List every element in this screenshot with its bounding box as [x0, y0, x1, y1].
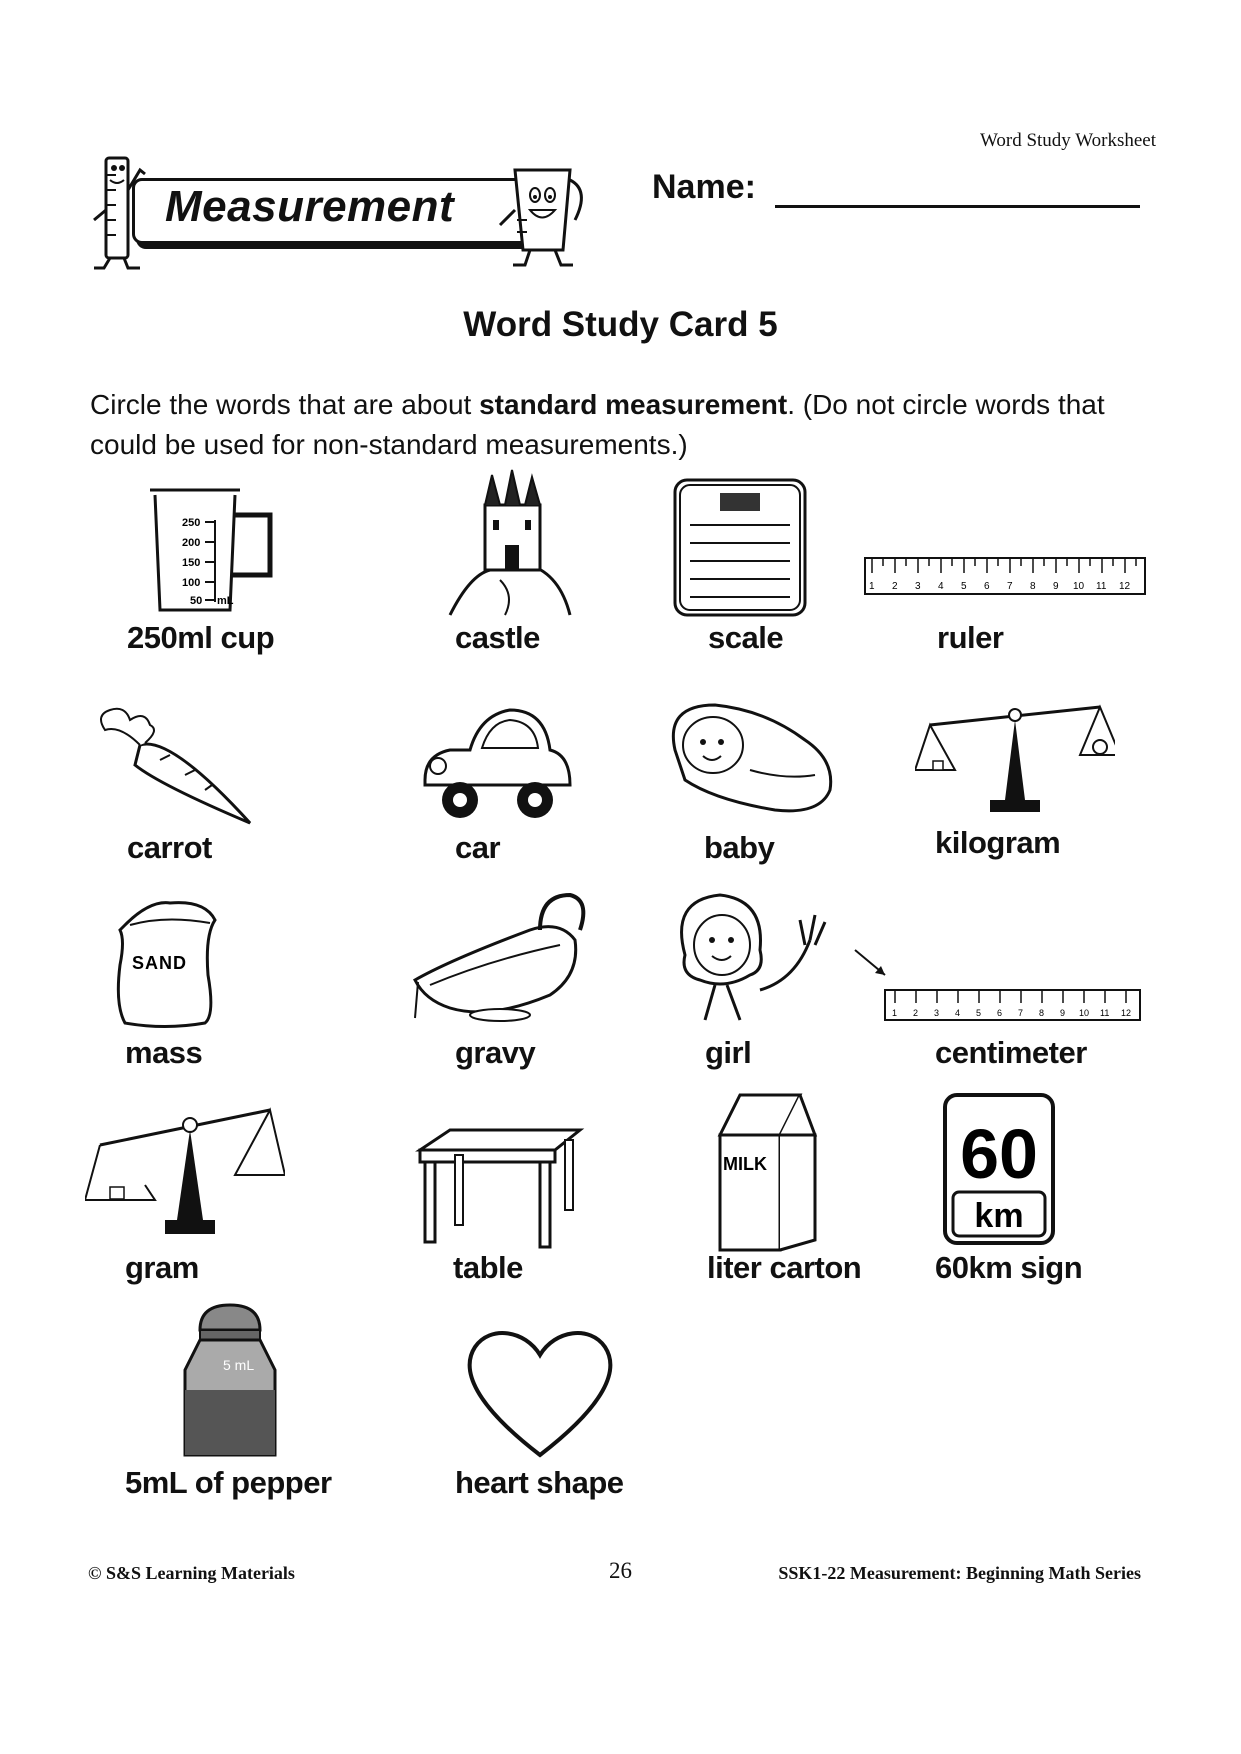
measuring-cup-icon [110, 480, 310, 620]
measuring-jug-mascot-icon [495, 150, 595, 280]
cup-unit: mL [217, 595, 234, 607]
ruler-number: 3 [934, 1008, 940, 1018]
item-baby[interactable] [655, 700, 895, 910]
ruler-number: 8 [1030, 581, 1036, 592]
item-label: liter carton [707, 1250, 862, 1285]
ruler-icon [860, 555, 1150, 600]
item-label: table [453, 1250, 523, 1285]
carton-text: MILK [723, 1154, 767, 1174]
item-table[interactable] [415, 1125, 655, 1335]
worksheet-tag: Word Study Worksheet [979, 130, 1156, 151]
item-castle[interactable] [430, 465, 670, 675]
item-label: baby [704, 830, 775, 865]
item-label: 5mL of pepper [125, 1465, 332, 1500]
ruler-number: 1 [869, 581, 875, 592]
carrot-icon [90, 705, 270, 830]
name-field[interactable] [775, 205, 1140, 208]
shaker-text: 5 mL [223, 1357, 255, 1373]
baby-icon [655, 700, 835, 820]
ruler-number: 7 [1018, 1008, 1024, 1018]
sand-bag-icon [110, 895, 230, 1030]
car-icon [410, 700, 580, 825]
item-liter-carton[interactable] [700, 1090, 940, 1300]
item-car[interactable] [410, 700, 650, 910]
item-label: 60km sign [935, 1250, 1083, 1285]
instructions-before: Circle the words that are about [90, 389, 480, 420]
bag-text: SAND [132, 953, 188, 973]
item-label: heart shape [455, 1465, 624, 1500]
milk-carton-icon [700, 1090, 820, 1255]
name-label: Name: [652, 168, 756, 206]
ruler-number: 2 [892, 581, 898, 592]
cup-mark-200: 200 [182, 537, 201, 549]
ruler-number: 4 [938, 581, 944, 592]
cup-mark-250: 250 [182, 517, 201, 529]
item-label: ruler [937, 620, 1004, 655]
instructions-after: . (Do not circle words that could be used for non-standard measurements.) [90, 389, 1105, 460]
gravy-boat-icon [410, 890, 590, 1030]
girl-icon [665, 890, 845, 1025]
item-label: car [455, 830, 501, 865]
sign-unit: km [974, 1197, 1024, 1235]
item-gravy[interactable] [410, 890, 650, 1100]
ruler-number: 11 [1100, 1008, 1110, 1018]
ruler-number: 9 [1053, 581, 1059, 592]
ruler-number: 3 [915, 581, 921, 592]
ruler-number: 7 [1007, 581, 1013, 592]
speed-sign-icon [935, 1090, 1055, 1245]
measurement-banner [90, 150, 620, 280]
item-heart-shape[interactable] [455, 1325, 705, 1535]
item-kilogram[interactable] [915, 695, 1155, 905]
card-title: Word Study Card 5 [463, 305, 778, 344]
footer-copyright: © S&S Learning Materials [88, 1563, 295, 1583]
footer-series: SSK1-22 Measurement: Beginning Math Series [778, 1563, 1141, 1583]
instructions-bold: standard measurement [479, 389, 788, 420]
item-label: kilogram [935, 825, 1061, 860]
item-label: girl [705, 1035, 752, 1070]
ruler-number: 10 [1079, 1008, 1090, 1018]
item-label: gravy [455, 1035, 536, 1070]
cup-mark-150: 150 [182, 557, 201, 569]
ruler-number: 9 [1060, 1008, 1066, 1018]
item-label: centimeter [935, 1035, 1087, 1070]
ruler-number: 5 [976, 1008, 982, 1018]
balance-scale-icon [915, 695, 1115, 820]
cup-mark-100: 100 [182, 577, 201, 589]
item-label: carrot [127, 830, 212, 865]
sign-number: 60 [960, 1115, 1038, 1193]
ruler-number: 12 [1119, 581, 1131, 592]
page-number: 26 [609, 1558, 632, 1583]
bathroom-scale-icon [660, 475, 820, 620]
item-label: gram [125, 1250, 199, 1285]
item-label: mass [125, 1035, 203, 1070]
item-5ml-pepper[interactable] [125, 1300, 420, 1510]
ruler-number: 6 [984, 581, 990, 592]
table-icon [415, 1125, 585, 1250]
ruler-number: 8 [1039, 1008, 1045, 1018]
instructions [90, 385, 1150, 465]
item-gram[interactable] [85, 1095, 325, 1305]
balance-scale-icon [85, 1095, 285, 1240]
item-label: scale [708, 620, 784, 655]
item-mass[interactable] [110, 895, 350, 1105]
centimeter-ruler-icon [850, 945, 1150, 1025]
ruler-number: 12 [1121, 1008, 1132, 1018]
ruler-number: 2 [913, 1008, 919, 1018]
ruler-number: 4 [955, 1008, 961, 1018]
item-60km-sign[interactable] [935, 1090, 1175, 1300]
heart-icon [465, 1325, 615, 1460]
ruler-number: 5 [961, 581, 967, 592]
ruler-number: 11 [1096, 581, 1107, 592]
ruler-number: 6 [997, 1008, 1003, 1018]
banner-title: Measurement [165, 182, 455, 231]
item-label: castle [455, 620, 540, 655]
item-label: 250ml cup [127, 620, 275, 655]
ruler-number: 10 [1073, 581, 1085, 592]
castle-icon [430, 465, 590, 620]
pepper-shaker-icon [180, 1300, 280, 1460]
item-carrot[interactable] [90, 705, 330, 915]
item-250ml-cup[interactable] [110, 480, 350, 690]
cup-mark-50: 50 [190, 595, 203, 607]
ruler-number: 1 [892, 1008, 898, 1018]
